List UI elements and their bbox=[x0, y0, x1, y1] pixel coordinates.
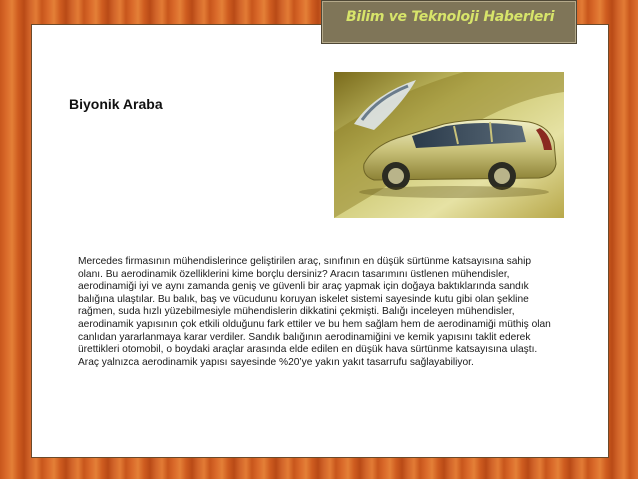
article-paragraph: Mercedes firmasının mühendislerince geliştirilen araç, sınıfının en düşük sürtünme katsayısına sahip olanı. Bu aerodinamik özelliklerini kime borçlu dersiniz? Aracın tasarımını üstlenen mühendisler, aerodinamiği iyi ve aynı zamanda geniş ve güvenli bir araç yapmak için doğaya baktıklarında sandık balığına ulaştılar. Bu balık, baş ve vücudunu koruyan iskelet sistemi sayesinde kutu gibi olan şekline rağmen, suda hızlı yüzebilmesiyle mühendislerin dikkatini çekmişti. Balığı inceleyen mühendisler, aerodinamik yapısının çok etkili olduğunu fark ettiler ve bu hem sağlam hem de aerodinamiği müthiş olan canlıdan yararlanmaya karar verdiler. Sandık balığının aerodinamiğini ve kemik yapısını taklit ederek ürettikleri otomobil, o boydaki araçlar arasında elde edilen en düşük hava sürtünme katsayısına ulaştı. bbox=[78, 256, 551, 356]
article-title: Biyonik Araba bbox=[69, 96, 163, 112]
banner-title: Bilim ve Teknoloji Haberleri bbox=[346, 9, 555, 25]
article-body bbox=[78, 256, 558, 369]
bionic-car-photo bbox=[334, 72, 564, 218]
article-closing: Araç yalnızca aerodinamik yapısı sayesinde %20’ye yakın yakıt tasarrufu sağlayabiliyor. bbox=[78, 356, 474, 368]
